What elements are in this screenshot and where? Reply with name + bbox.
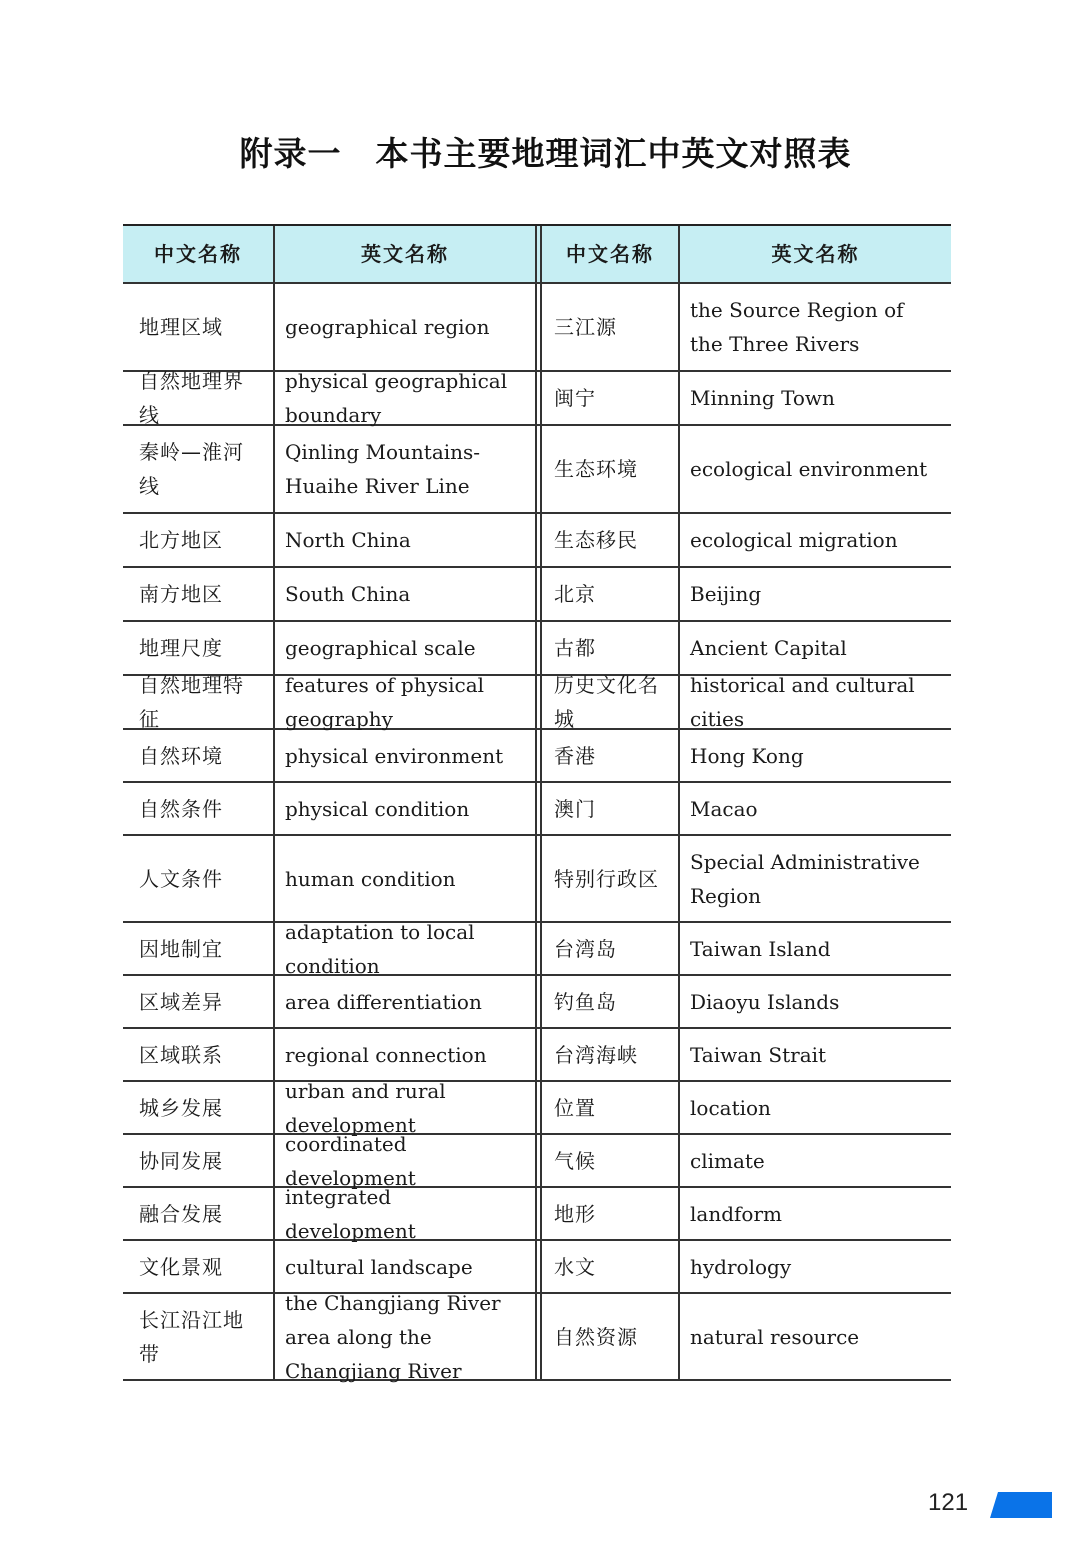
header-chinese-name-right: 中文名称 <box>542 226 680 282</box>
column-divider <box>535 514 542 566</box>
en-term-left: area differentiation <box>285 989 482 1014</box>
zh-term-left: 人文条件 <box>123 836 275 921</box>
en-term-right: Taiwan Island <box>690 936 831 961</box>
zh-term-left: 自然地理特征 <box>123 676 275 728</box>
en-term-right: Beijing <box>690 582 762 606</box>
table-row <box>123 1078 951 1137</box>
column-divider <box>535 923 542 974</box>
en-term-left: physical condition <box>285 796 470 821</box>
appendix-label: 附录一 <box>239 134 342 173</box>
zh-term-right: 香港 <box>542 730 680 781</box>
zh-term-left: 地理尺度 <box>123 622 275 674</box>
zh-term-right: 澳门 <box>542 783 680 834</box>
column-divider <box>535 226 542 282</box>
en-term-left: the Changjiang River area along the Changjiang River <box>285 1290 501 1383</box>
column-divider <box>535 976 542 1027</box>
en-term-right: Special Administrative Region <box>690 849 920 908</box>
zh-term-right: 气候 <box>542 1135 680 1186</box>
zh-term-right: 古都 <box>542 622 680 674</box>
en-term-right: Hong Kong <box>690 743 804 768</box>
zh-term-left: 融合发展 <box>123 1188 275 1239</box>
table-header-row <box>123 226 951 284</box>
appendix-heading: 本书主要地理词汇中英文对照表 <box>375 134 852 173</box>
zh-term-left: 南方地区 <box>123 568 275 620</box>
header-english-name-left: 英文名称 <box>361 242 449 266</box>
column-divider <box>535 426 542 512</box>
column-divider <box>535 783 542 834</box>
zh-term-left: 协同发展 <box>123 1135 275 1186</box>
header-english-name-right: 英文名称 <box>771 242 860 266</box>
zh-term-right: 自然资源 <box>542 1294 680 1379</box>
zh-term-left: 因地制宜 <box>123 923 275 974</box>
en-term-right: climate <box>690 1148 765 1173</box>
table-row <box>123 976 951 1029</box>
zh-term-left: 秦岭—淮河线 <box>123 426 275 512</box>
en-term-left: integrated development <box>285 1184 416 1243</box>
en-term-right: Minning Town <box>690 386 835 410</box>
en-term-left: physical environment <box>285 743 504 768</box>
zh-term-left: 自然环境 <box>123 730 275 781</box>
table-row <box>123 730 951 783</box>
column-divider <box>535 836 542 921</box>
page-number: 121 <box>928 1489 969 1516</box>
en-term-right: Ancient Capital <box>690 636 847 660</box>
en-term-right: Taiwan Strait <box>690 1042 827 1067</box>
en-term-left: physical geographical boundary <box>285 369 508 427</box>
table-row <box>123 836 951 923</box>
en-term-right: location <box>690 1095 771 1120</box>
en-term-right: the Source Region of the Three Rivers <box>690 298 904 356</box>
page-title <box>0 128 1091 175</box>
table-row <box>123 1131 951 1190</box>
column-divider <box>535 1241 542 1292</box>
en-term-right: ecological migration <box>690 528 898 552</box>
en-term-left: North China <box>285 528 411 552</box>
zh-term-right: 特别行政区 <box>542 836 680 921</box>
zh-term-right: 台湾海峡 <box>542 1029 680 1080</box>
en-term-right: ecological environment <box>690 457 928 481</box>
en-term-left: human condition <box>285 866 456 891</box>
zh-term-right: 历史文化名城 <box>542 676 680 728</box>
zh-term-right: 三江源 <box>542 284 680 370</box>
zh-term-right: 生态移民 <box>542 514 680 566</box>
glossary-table <box>123 224 951 1381</box>
zh-term-left: 北方地区 <box>123 514 275 566</box>
table-row <box>123 783 951 836</box>
column-divider <box>535 1135 542 1186</box>
table-row <box>123 673 951 731</box>
en-term-right: Diaoyu Islands <box>690 989 840 1014</box>
column-divider <box>535 676 542 728</box>
en-term-left: features of physical geography <box>285 673 485 731</box>
en-term-right: hydrology <box>690 1254 792 1279</box>
en-term-left: South China <box>285 582 411 606</box>
column-divider <box>535 372 542 424</box>
en-term-left: geographical scale <box>285 636 476 660</box>
page-corner-tab <box>990 1492 1052 1518</box>
zh-term-right: 闽宁 <box>542 372 680 424</box>
zh-term-left: 区域差异 <box>123 976 275 1027</box>
en-term-right: historical and cultural cities <box>690 673 915 731</box>
en-term-left: regional connection <box>285 1042 487 1067</box>
zh-term-left: 文化景观 <box>123 1241 275 1292</box>
table-row <box>123 1029 951 1082</box>
table-row <box>123 369 951 427</box>
table-row <box>123 568 951 622</box>
column-divider <box>535 1188 542 1239</box>
header-chinese-name-left: 中文名称 <box>123 226 275 282</box>
column-divider <box>535 1082 542 1133</box>
zh-term-right: 位置 <box>542 1082 680 1133</box>
zh-term-left: 长江沿江地带 <box>123 1294 275 1379</box>
en-term-left: coordinated development <box>285 1131 416 1190</box>
zh-term-left: 自然条件 <box>123 783 275 834</box>
zh-term-left: 区域联系 <box>123 1029 275 1080</box>
en-term-right: natural resource <box>690 1324 860 1349</box>
column-divider <box>535 622 542 674</box>
table-row <box>123 919 951 978</box>
column-divider <box>535 730 542 781</box>
zh-term-left: 自然地理界线 <box>123 372 275 424</box>
column-divider <box>535 284 542 370</box>
zh-term-right: 钓鱼岛 <box>542 976 680 1027</box>
zh-term-right: 生态环境 <box>542 426 680 512</box>
zh-term-right: 台湾岛 <box>542 923 680 974</box>
zh-term-right: 地形 <box>542 1188 680 1239</box>
en-term-left: adaptation to local condition <box>285 919 475 978</box>
en-term-right: Macao <box>690 796 758 821</box>
en-term-left: Qinling Mountains-Huaihe River Line <box>285 440 481 498</box>
table-row <box>123 426 951 514</box>
en-term-left: urban and rural development <box>285 1078 446 1137</box>
zh-term-right: 水文 <box>542 1241 680 1292</box>
column-divider <box>535 568 542 620</box>
en-term-left: geographical region <box>285 315 490 339</box>
table-row <box>123 1184 951 1243</box>
zh-term-left: 地理区域 <box>123 284 275 370</box>
table-row <box>123 514 951 568</box>
table-row <box>123 284 951 372</box>
en-term-right: landform <box>690 1201 782 1226</box>
zh-term-right: 北京 <box>542 568 680 620</box>
en-term-left: cultural landscape <box>285 1254 473 1279</box>
zh-term-left: 城乡发展 <box>123 1082 275 1133</box>
column-divider <box>535 1029 542 1080</box>
table-row <box>123 1290 951 1383</box>
table-row <box>123 1241 951 1294</box>
column-divider <box>535 1294 542 1379</box>
